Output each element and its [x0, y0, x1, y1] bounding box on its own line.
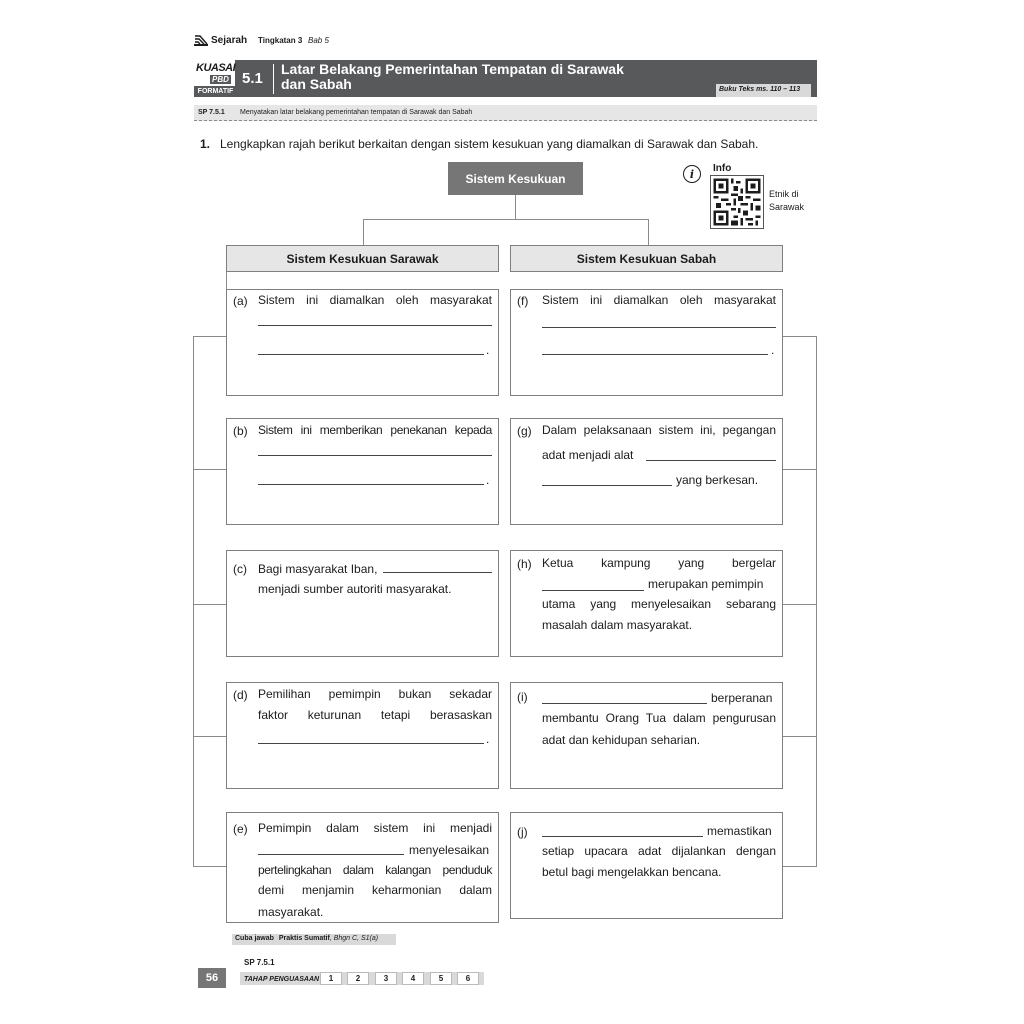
section-title [281, 62, 701, 92]
connector-left [363, 219, 364, 245]
card-text: betul bagi mengelakkan bencana. [542, 865, 722, 879]
card-text: adat menjadi alat [542, 448, 634, 462]
left-bracket-tick [193, 736, 227, 737]
page-number: 56 [198, 968, 226, 988]
left-bracket-spine-lower [193, 736, 194, 867]
mastery-level-1[interactable]: 1 [320, 972, 342, 985]
mastery-level-6[interactable]: 6 [457, 972, 479, 985]
question-text: Lengkapkan rajah berikut berkaitan dengan sistem kesukuan yang diamalkan di Sarawak dan Sabah. [220, 137, 759, 151]
card-text: utama yang menyelesaikan sebarang [542, 597, 776, 611]
card-text: berperanan [711, 691, 773, 705]
form-level: Tingkatan 3 [258, 36, 303, 45]
card-label: (d) [233, 688, 248, 702]
answer-blank[interactable] [258, 854, 404, 855]
card-text: Sistem ini diamalkan oleh masyarakat [258, 293, 492, 307]
mastery-level-2[interactable]: 2 [347, 972, 369, 985]
left-bracket-tick [193, 336, 227, 337]
mastery-level-5[interactable]: 5 [430, 972, 452, 985]
card-text: demi menjamin keharmonian dalam [258, 883, 492, 897]
card-text: Pemimpin dalam sistem ini menjadi [258, 821, 492, 835]
answer-blank[interactable] [258, 354, 484, 355]
left-bracket-tick [193, 469, 227, 470]
answer-blank[interactable] [542, 485, 672, 486]
card-text: menyelesaikan [409, 843, 490, 857]
card-label: (g) [517, 424, 532, 438]
card-text: masalah dalam masyarakat. [542, 618, 693, 632]
try-ref: Praktis Sumatif [278, 935, 330, 942]
connector-branch [363, 219, 649, 220]
standard-description: Menyatakan latar belakang pemerintahan tempatan di Sarawak dan Sabah [240, 109, 473, 116]
section-number: 5.1 [242, 70, 263, 87]
answer-blank[interactable] [542, 836, 703, 837]
connector-root [515, 195, 516, 220]
right-bracket-spine [816, 336, 817, 867]
info-icon: i [683, 165, 701, 183]
card-text: membantu Orang Tua dalam pengurusan [542, 711, 776, 725]
card-text: setiap upacara adat dijalankan dengan [542, 844, 776, 858]
root-node: Sistem Kesukuan [448, 162, 583, 195]
answer-blank[interactable] [646, 460, 776, 461]
card-text: masyarakat. [258, 905, 324, 919]
right-bracket-tick [783, 736, 817, 737]
card-label: (b) [233, 424, 248, 438]
card-label: (i) [517, 690, 528, 704]
footer-standard-code: SP 7.5.1 [244, 958, 275, 967]
card-text-end: . [771, 343, 775, 357]
card-label: (c) [233, 562, 247, 576]
try-prefix: Cuba jawab [235, 935, 274, 942]
card-text: Sistem ini diamalkan oleh masyarakat [542, 293, 776, 307]
formatif-label: FORMATIF [194, 86, 237, 97]
answer-blank[interactable] [383, 572, 492, 573]
section-divider [273, 64, 274, 94]
card-label: (e) [233, 822, 248, 836]
mastery-level-3[interactable]: 3 [375, 972, 397, 985]
connector-right [648, 219, 649, 245]
answer-blank[interactable] [258, 325, 492, 326]
card-text: Bagi masyarakat Iban, [258, 562, 378, 576]
card-text-end: . [486, 732, 490, 746]
card-text: Pemilihan pemimpin bukan sekadar [258, 687, 492, 701]
right-bracket-tick [783, 604, 817, 605]
card-text: Dalam pelaksanaan sistem ini, pegangan [542, 423, 776, 437]
pbd-logo-text: PBD [212, 75, 229, 84]
standard-code: SP 7.5.1 [198, 109, 225, 116]
section-title-line2: dan Sabah [281, 76, 352, 92]
subject-name: Sejarah [211, 35, 248, 46]
card-label: (h) [517, 557, 532, 571]
qr-caption-line2: Sarawak [769, 202, 805, 212]
try-suffix: , Bhgn C, S1(a) [329, 935, 379, 942]
qr-caption [769, 188, 819, 214]
card-text: merupakan pemimpin [648, 577, 764, 591]
card-label: (f) [517, 294, 529, 308]
qr-caption-line1: Etnik di [769, 189, 799, 199]
card-text-end: . [486, 343, 490, 357]
answer-blank[interactable] [258, 743, 484, 744]
card-text: memastikan [707, 824, 772, 838]
card-text: menjadi sumber autoriti masyarakat. [258, 582, 452, 596]
mastery-level-label: TAHAP PENGUASAAN [244, 976, 320, 983]
answer-blank[interactable] [258, 484, 484, 485]
sabah-heading: Sistem Kesukuan Sabah [510, 245, 783, 272]
card-text: Ketua kampung yang bergelar [542, 556, 776, 570]
try-reference [232, 934, 396, 945]
right-bracket-tick [783, 866, 817, 867]
chapter-label: Bab 5 [308, 36, 329, 45]
question-number: 1. [200, 137, 211, 151]
card-text: yang berkesan. [676, 473, 759, 487]
left-bracket-spine [193, 336, 194, 737]
answer-blank[interactable] [258, 455, 492, 456]
card-text: pertelingkahan dalam kalangan penduduk [258, 863, 492, 877]
mastery-level-4[interactable]: 4 [402, 972, 424, 985]
answer-blank[interactable] [542, 590, 644, 591]
info-label: Info [713, 163, 732, 174]
section-title-line1: Latar Belakang Pemerintahan Tempatan di Sarawak [281, 61, 624, 77]
textbook-reference: Buku Teks ms. 110 – 113 [719, 86, 801, 93]
right-bracket-tick [783, 469, 817, 470]
card-text-end: . [486, 473, 490, 487]
card-label: (j) [517, 825, 528, 839]
answer-blank[interactable] [542, 327, 776, 328]
answer-blank[interactable] [542, 354, 768, 355]
card-text: faktor keturunan tetapi berasaskan [258, 708, 492, 722]
card-label: (a) [233, 294, 248, 308]
card-text: adat dan kehidupan seharian. [542, 733, 701, 747]
left-head-connector [226, 272, 227, 289]
sarawak-heading: Sistem Kesukuan Sarawak [226, 245, 499, 272]
answer-blank[interactable] [542, 703, 707, 704]
left-bracket-tick [193, 866, 227, 867]
right-bracket-tick [783, 336, 817, 337]
qr-code-icon[interactable] [710, 175, 764, 229]
kuasai-logo-text: KUASAI [196, 62, 236, 74]
card-text: Sistem ini memberikan penekanan kepada [258, 423, 492, 437]
left-bracket-tick [193, 604, 227, 605]
book-logo-icon [194, 34, 208, 46]
